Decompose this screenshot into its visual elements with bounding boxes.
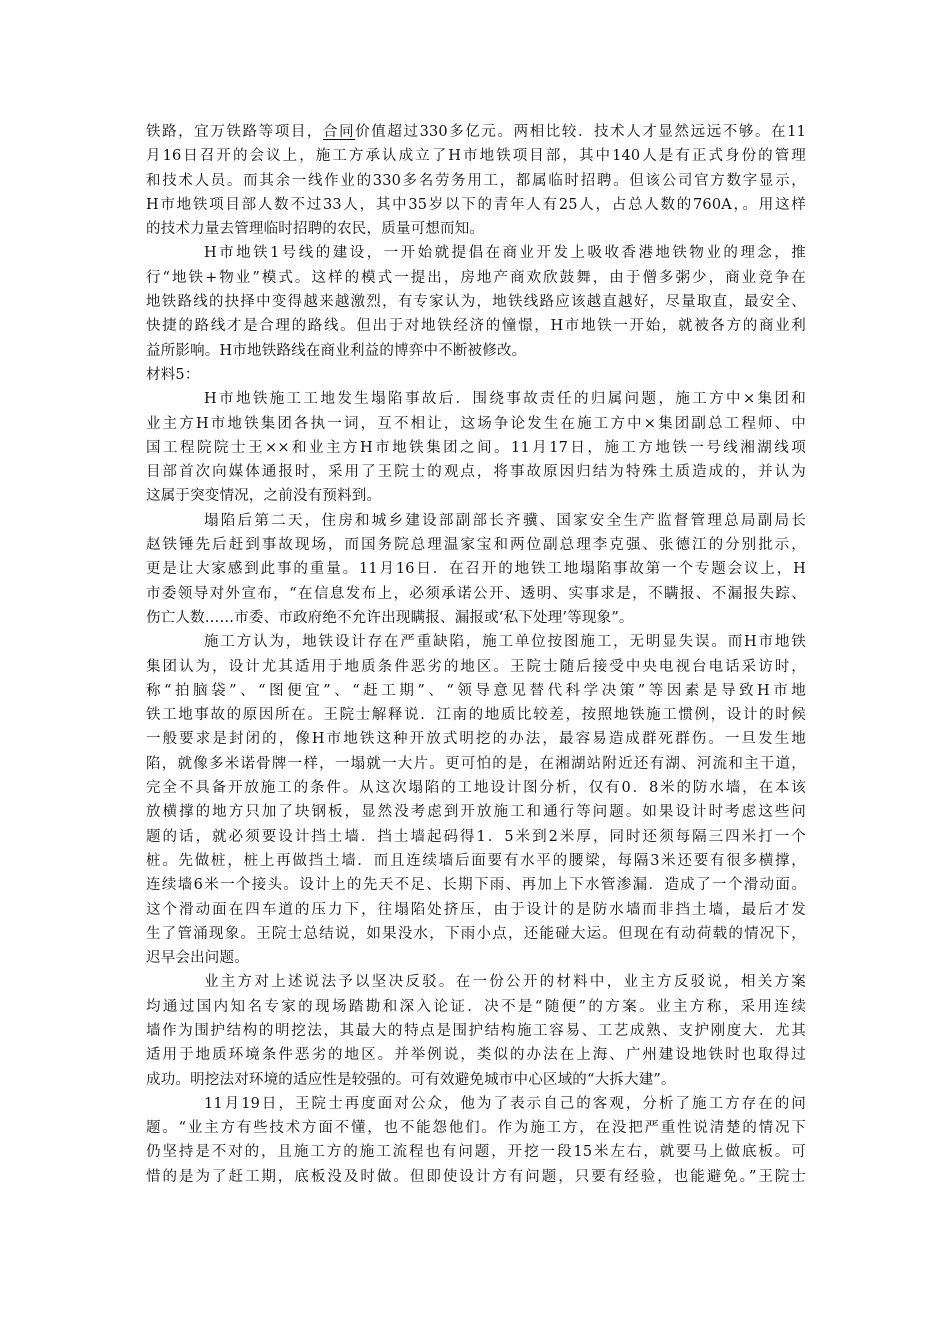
text-line: 业主方H市地铁集团各执一词，互不相让，这场争论发生在施工方中×集团副总工程师、中 (146, 415, 806, 432)
text-line: 业主方对上述说法予以坚决反驳。在一份公开的材料中，业主方反驳说，相关方案 (204, 974, 806, 991)
text-span: 价值超过330多亿元。两相比较．技术人才显然远远不够。在11 (355, 124, 806, 140)
text-line (146, 120, 806, 144)
text-line: 连续墙6米一个接头。设计上的先天不足、长期下雨、再加上下水管渗漏．造成了一个滑动面。 (146, 877, 806, 894)
text-line: H市地铁1号线的建设，一开始就提倡在商业开发上吸收香港地铁物业的理念，推 (204, 245, 806, 262)
paragraph-5 (146, 630, 806, 970)
section-heading: 材料5： (146, 366, 200, 383)
text-line: 施工方认为，地铁设计存在严重缺陷，施工单位按图施工，无明显失误。而H市地铁 (204, 634, 806, 651)
text-line: 市委领导对外宣布，“在信息发布上，必须承诺公开、透明、实事求是，不瞒报、不漏报失踪、 (146, 585, 806, 602)
text-line: 仍坚持是不对的，且施工方的施工流程也有问题，开挖一段15米左右，就要马上做底板。可 (146, 1144, 806, 1161)
text-line: 国工程院院士王××和业主方H市地铁集团之间。11月17日，施工方地铁一号线湘湖线项 (146, 439, 806, 456)
text-line: 墙作为围护结构的明挖法，其最大的特点是围护结构施工容易、工艺成熟、支护刚度大．尤其 (146, 1022, 806, 1039)
text-line: 和技术人员。而其余一线作业的330多名劳务用工，都属临时招聘。但该公司官方数字显示， (146, 172, 806, 189)
text-line: 行“地铁+物业”模式。这样的模式一提出，房地产商欢欣鼓舞，由于僧多粥少，商业竞争在 (146, 269, 806, 286)
document-page (146, 120, 806, 1189)
text-line: 目部首次向媒体通报时，采用了王院士的观点，将事故原因归结为特殊土质造成的，并认为 (146, 464, 806, 481)
text-line: 益所影响。H市地铁路线在商业利益的博弈中不断被修改。 (146, 342, 527, 359)
text-line: 塌陷后第二天，住房和城乡建设部副部长齐骥、国家安全生产监督管理总局副局长 (204, 512, 806, 529)
text-line: 桩。先做桩，桩上再做挡土墙．而且连续墙后面要有水平的腰梁，每隔3米还要有很多横撑， (146, 852, 806, 869)
text-line: 更是让大家感到此事的重量。11月16日．在召开的地铁工地塌陷事故第一个专题会议上，H (146, 561, 806, 578)
paragraph-1 (146, 120, 806, 241)
text-line: 称“拍脑袋”、“图便宜”、“赶工期”、“领导意见替代科学决策”等因素是导致H市地 (146, 682, 806, 699)
text-line: 均通过国内知名专家的现场踏勘和深入论证．决不是“随便”的方案。业主方称，采用连续 (146, 998, 806, 1015)
text-line: H市地铁项目部人数不过33人，其中35岁以下的青年人有25人，占总人数的760A，。用这样 (146, 196, 806, 213)
text-line: 迟早会出问题。 (146, 950, 249, 967)
text-line: 这属于突变情况，之前没有预料到。 (146, 488, 382, 505)
text-line: 惜的是为了赶工期，底板没及时做。但即使设计方有问题，只要有经验，也能避免。”王院士 (146, 1168, 806, 1185)
text-line: 题的话，就必须要设计挡土墙．挡土墙起码得1．5米到2米厚，同时还须每隔三四米打一个 (146, 828, 806, 845)
text-line: H市地铁施工工地发生塌陷事故后．围绕事故责任的归属问题，施工方中×集团和 (204, 391, 806, 408)
paragraph-2 (146, 241, 806, 362)
contract-link[interactable]: 合同 (323, 124, 356, 140)
text-line: 11月19日，王院士再度面对公众，他为了表示自己的客观，分析了施工方存在的问 (204, 1095, 806, 1112)
text-line: 伤亡人数……市委、市政府绝不允许出现瞒报、漏报或‘私下处理’等现象”。 (146, 609, 634, 626)
text-line: 放横撑的地方只加了块钢板，显然没考虑到开放施工和通行等问题。如果设计时考虑这些问 (146, 804, 806, 821)
text-span: 铁路，宜万铁路等项目， (146, 124, 324, 140)
text-line: 的技术力量去管理临时招聘的农民，质量可想而知。 (146, 221, 485, 238)
paragraph-7 (146, 1092, 806, 1189)
paragraph-3 (146, 387, 806, 508)
text-line: 赵铁锤先后赶到事故现场，而国务院总理温家宝和两位副总理李克强、张德江的分别批示， (146, 537, 806, 554)
text-line: 一般要求是封闭的，像H市地铁这种开放式明挖的办法，最容易造成群死群伤。一旦发生地 (146, 731, 806, 748)
text-line: 陷，就像多米诺骨牌一样，一塌就一大片。更可怕的是，在湘湖站附近还有湖、河流和主干道， (146, 755, 806, 772)
text-line: 月16日召开的会议上，施工方承认成立了H市地铁项目部，其中140人是有正式身份的管理 (146, 148, 806, 165)
text-line: 适用于地质环境条件恶劣的地区。并举例说，类似的办法在上海、广州建设地铁时也取得过 (146, 1047, 806, 1064)
text-line: 集团认为，设计尤其适用于地质条件恶劣的地区。王院士随后接受中央电视台电话采访时， (146, 658, 806, 675)
text-line: 题。“业主方有些技术方面不懂，也不能怨他们。作为施工方，在没把严重性说清楚的情况下 (146, 1120, 806, 1137)
text-line: 地铁路线的抉择中变得越来越激烈，有专家认为，地铁线路应该越直越好，尽量取直，最安全、 (146, 294, 806, 311)
text-line: 完全不具备开放施工的条件。从这次塌陷的工地设计图分析，仅有0．8米的防水墙，在本该 (146, 780, 806, 797)
text-line: 铁工地事故的原因所在。王院士解释说．江南的地质比较差，按照地铁施工惯例，设计的时候 (146, 707, 806, 724)
text-line: 成功。明挖法对环境的适应性是较强的。可有效避免城市中心区域的“大拆大建”。 (146, 1071, 676, 1088)
paragraph-6 (146, 970, 806, 1091)
text-line: 生了管涌现象。王院士总结说，如果没水，下雨小点，还能碰大运。但现在有动荷载的情况下， (146, 925, 806, 942)
text-line: 快捷的路线才是合理的路线。但出于对地铁经济的憧憬，H市地铁一开始，就被各方的商业利 (146, 318, 806, 335)
paragraph-4 (146, 509, 806, 630)
text-line: 这个滑动面在四车道的压力下，往塌陷处挤压，由于设计的是防水墙而非挡土墙，最后才发 (146, 901, 806, 918)
